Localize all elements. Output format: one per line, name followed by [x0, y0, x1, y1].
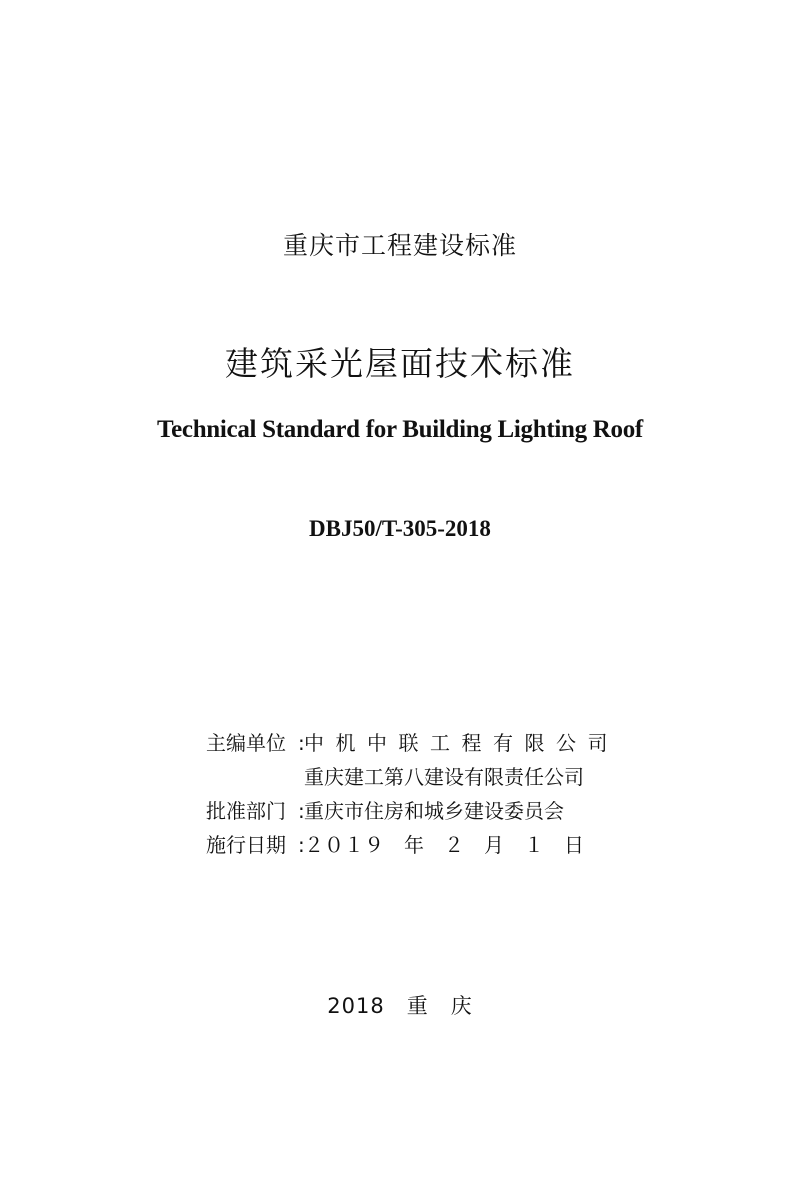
- approval-department-value: 重庆市住房和城乡建设委员会: [304, 799, 564, 823]
- effective-date-colon: :: [298, 833, 305, 857]
- chief-editor-row-continued: [206, 760, 606, 794]
- publication-info: [206, 726, 619, 862]
- publication-year-place: 2018 重 庆: [327, 994, 473, 1018]
- effective-date-value: ２０１９ 年 ２ 月 １ 日: [304, 833, 584, 857]
- chief-editor-value-secondary: 重庆建工第八建设有限责任公司: [304, 765, 584, 789]
- chief-editor-value-primary: 中机中联工程有限公司: [304, 731, 619, 755]
- approval-department-row: [206, 794, 606, 828]
- chief-editor-row: [206, 726, 619, 760]
- effective-date-label: 施行日期: [206, 833, 286, 857]
- standard-number: DBJ50/T-305-2018: [309, 516, 491, 541]
- effective-date-row: [206, 828, 606, 862]
- document-title-english: Technical Standard for Building Lighting Roof: [157, 416, 643, 443]
- approval-department-colon: :: [298, 799, 305, 823]
- document-title-chinese: 建筑采光屋面技术标准: [225, 344, 575, 383]
- chief-editor-label: 主编单位: [206, 731, 286, 755]
- chief-editor-colon: :: [298, 731, 305, 755]
- approval-department-label: 批准部门: [206, 799, 286, 823]
- series-title: 重庆市工程建设标准: [282, 231, 517, 260]
